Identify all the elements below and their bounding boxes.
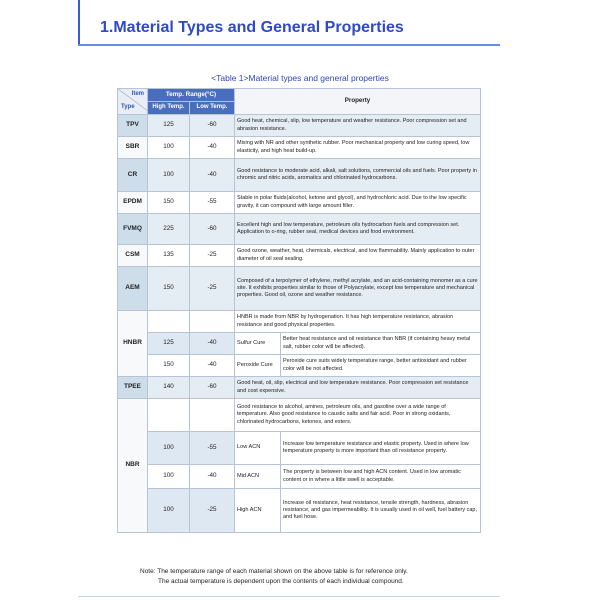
high-temp-cell: 100 <box>148 137 190 159</box>
table-row <box>118 333 481 355</box>
sub-type-label: Sulfur Cure <box>235 333 281 355</box>
high-temp-cell: 135 <box>148 245 190 267</box>
header-property: Property <box>235 89 481 115</box>
material-properties-table <box>117 88 481 533</box>
sub-type-label: High ACN <box>235 489 281 533</box>
type-cell: SBR <box>118 137 148 159</box>
low-temp-cell: -60 <box>190 115 235 137</box>
high-temp-cell: 125 <box>148 115 190 137</box>
low-temp-cell: -40 <box>190 137 235 159</box>
table-row <box>118 465 481 489</box>
header-temp-range: Temp. Range(°C) <box>148 89 235 102</box>
header-accent-bar <box>78 0 80 46</box>
property-cell: Stable in polar fluids(alcohol, ketone and glycol), and hydrochloric acid. Due to the low specific gravity, it can compound with large amount filler. <box>235 192 481 214</box>
high-temp-cell: 150 <box>148 267 190 311</box>
type-cell: TPEE <box>118 377 148 399</box>
table-row-nbr-intro <box>118 399 481 432</box>
type-cell: CR <box>118 159 148 192</box>
low-temp-cell: -60 <box>190 377 235 399</box>
type-cell: EPDM <box>118 192 148 214</box>
property-cell: Good resistance to alcohol, amines, petroleum oils, and gasoline over a wide range of temperature. Also good resistance to caustic salts and fair acid. Poor in strong oxidants, chlorinated hydrocarbons, ketones, and esters. <box>235 399 481 432</box>
property-cell: Good heat, chemical, slip, low temperature and weather resistance. Poor compression set and abrasion resistance. <box>235 115 481 137</box>
high-temp-cell: 225 <box>148 214 190 245</box>
sub-type-label: Peroxide Cure <box>235 355 281 377</box>
table-row <box>118 267 481 311</box>
table-row-hnbr-intro <box>118 311 481 333</box>
type-cell: AEM <box>118 267 148 311</box>
type-cell: TPV <box>118 115 148 137</box>
property-cell: The property is between low and high ACN content. Used in low aromatic content or in where a little swell is acceptable. <box>281 465 481 489</box>
high-temp-cell: 100 <box>148 159 190 192</box>
high-temp-cell: 100 <box>148 465 190 489</box>
header-high-temp: High Temp. <box>148 102 190 115</box>
high-temp-cell: 140 <box>148 377 190 399</box>
header-low-temp: Low Temp. <box>190 102 235 115</box>
header-item-type-cell <box>118 89 148 115</box>
table-row <box>118 432 481 465</box>
low-temp-cell: -40 <box>190 355 235 377</box>
high-temp-cell: 150 <box>148 355 190 377</box>
property-cell: Good ozone, weather, heat, chemicals, electrical, and low flammability. Mainly application to outer diameter of oil seal sealing. <box>235 245 481 267</box>
type-cell-nbr: NBR <box>118 399 148 533</box>
table-row <box>118 355 481 377</box>
high-temp-cell: 150 <box>148 192 190 214</box>
type-cell: FVMQ <box>118 214 148 245</box>
bottom-rule <box>78 596 500 597</box>
table-row <box>118 214 481 245</box>
table-row <box>118 192 481 214</box>
type-cell-hnbr: HNBR <box>118 311 148 377</box>
property-cell: Mixing with NR and other synthetic rubber. Poor mechanical property and low curing speed, low elasticity, and high heat build-up. <box>235 137 481 159</box>
table-row <box>118 159 481 192</box>
property-cell: Composed of a terpolymer of ethylene, methyl acrylate, and an acid-containing monomer as a cure site. It exhibits properties similar to those of Polyacrylate, except low temperature and mechanical properties. Good oil, ozone and weather resistance. <box>235 267 481 311</box>
table-caption: <Table 1>Material types and general properties <box>211 73 389 83</box>
title-underline <box>78 44 500 46</box>
low-temp-cell: -40 <box>190 465 235 489</box>
table-row <box>118 245 481 267</box>
sub-type-label: Low ACN <box>235 432 281 465</box>
footnote <box>140 567 408 587</box>
page-title: 1.Material Types and General Properties <box>100 19 404 36</box>
property-cell: HNBR is made from NBR by hydrogenation. It has high temperature resistance, abrasion resistance and good physical properties. <box>235 311 481 333</box>
low-temp-cell: -40 <box>190 333 235 355</box>
table-row <box>118 377 481 399</box>
table-row <box>118 137 481 159</box>
high-temp-cell: 100 <box>148 489 190 533</box>
property-cell: Peroxide cure suits widely temperature range, better antioxidant and rubber color will be not affected. <box>281 355 481 377</box>
property-cell: Better heat resistance and oil resistance than NBR (if containing heavy metal salt, rubber color will be affected). <box>281 333 481 355</box>
sub-type-label: Mid ACN <box>235 465 281 489</box>
low-temp-cell: -25 <box>190 245 235 267</box>
header-item: Item <box>131 91 144 97</box>
low-temp-cell: -55 <box>190 432 235 465</box>
footnote-line-2: The actual temperature is dependent upon the contents of each individual compound. <box>158 578 404 586</box>
property-cell: Good heat, oil, slip, electrical and low temperature resistance. Poor compression set resistance and cost expensive. <box>235 377 481 399</box>
property-cell: Excellent high and low temperature, petroleum oils hydrocarbon fuels and compression set. Application to o-ring, rubber seal, medical devices and food environment. <box>235 214 481 245</box>
type-cell: CSM <box>118 245 148 267</box>
property-cell: Good resistance to moderate acid, alkali, salt solutions, commercial oils and fuels. Poor property in chromic and nitric acids, aromatics and chlorinated hydrocarbons. <box>235 159 481 192</box>
header-type: Type <box>121 104 135 111</box>
high-temp-cell: 100 <box>148 432 190 465</box>
table-row <box>118 489 481 533</box>
low-temp-cell: -60 <box>190 214 235 245</box>
low-temp-cell: -55 <box>190 192 235 214</box>
property-cell: Increase low temperature resistance and elastic property. Used in where low temperature property is more important than oil resistance property. <box>281 432 481 465</box>
low-temp-cell: -25 <box>190 489 235 533</box>
footnote-line-1: Note: The temperature range of each material shown on the above table is for reference only. <box>140 568 408 575</box>
table-row <box>118 115 481 137</box>
high-temp-cell: 125 <box>148 333 190 355</box>
low-temp-cell: -25 <box>190 267 235 311</box>
property-cell: Increase oil resistance, heat resistance, tensile strength, hardness, abrasion resistance, and gas impermeability. It is usually used in oil well, fuel battery cap, and fuel hose. <box>281 489 481 533</box>
low-temp-cell: -40 <box>190 159 235 192</box>
